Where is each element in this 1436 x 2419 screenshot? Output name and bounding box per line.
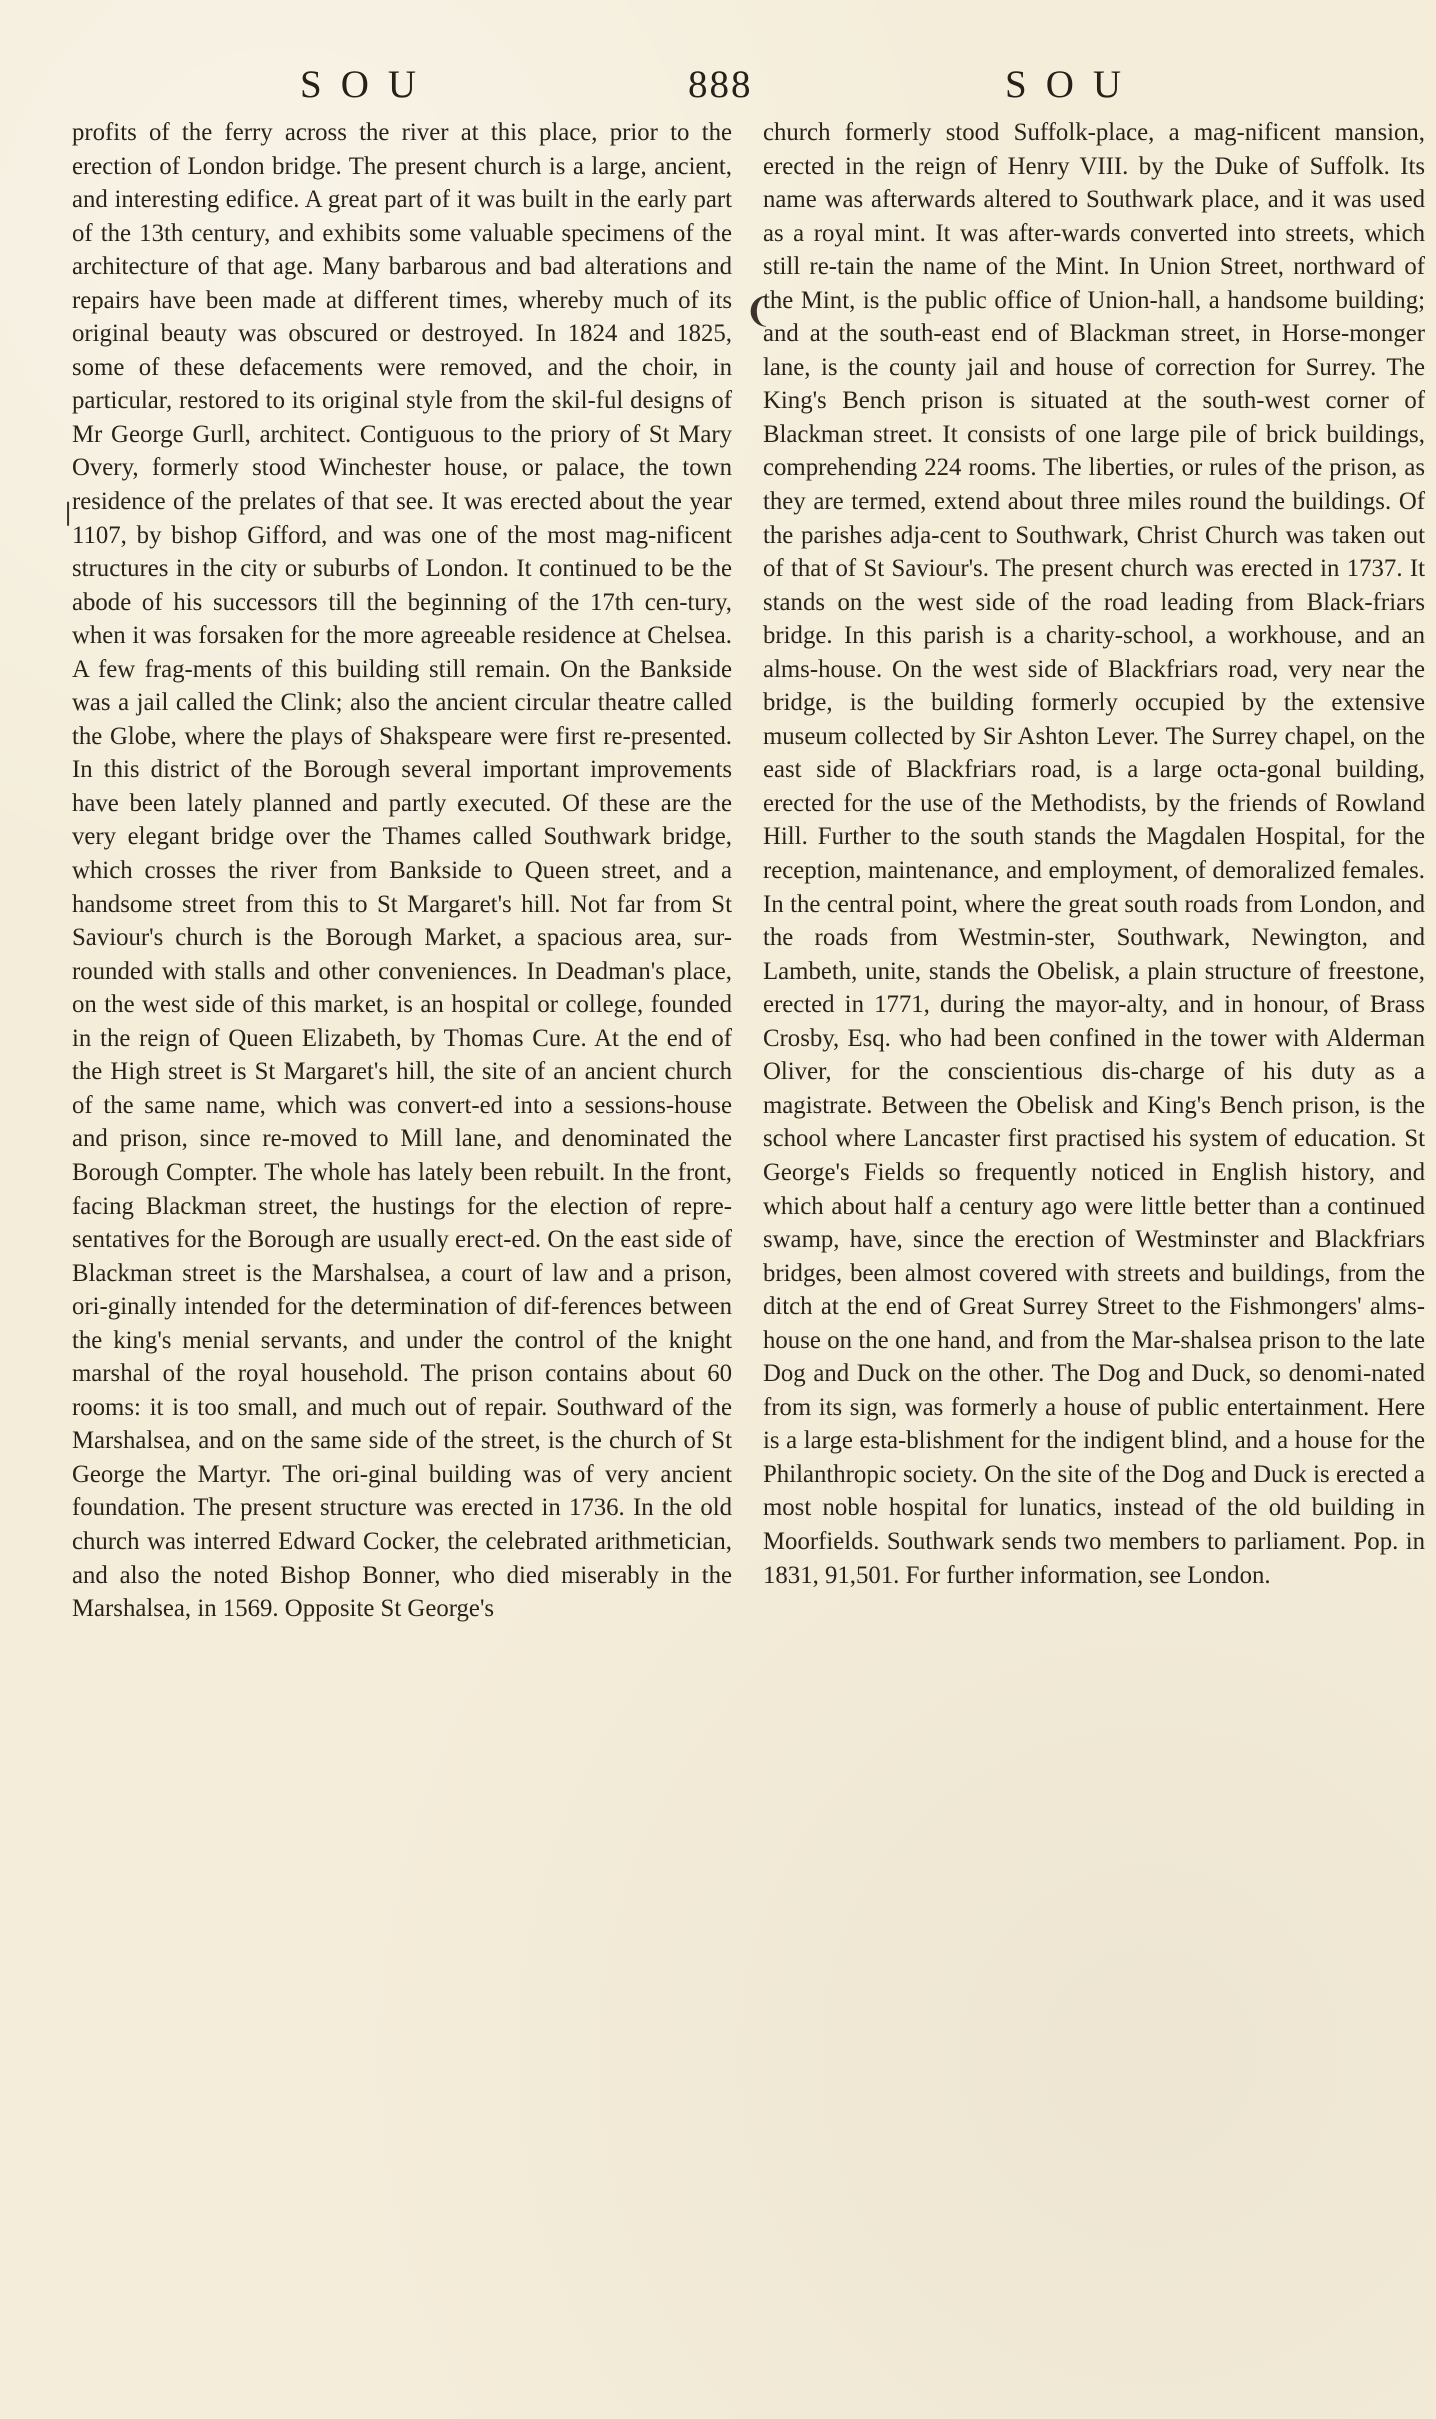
right-column-text: church formerly stood Suffolk-place, a mag-nificent mansion, erected in the reign of Henry VIII. by the Duke of Suffolk. Its name was afterwards altered to Southwark place, and it was used as a royal mint. It was after-wards converted into streets, which still re-tain the name of the Mint. In Union Street, northward of the Mint, is the public office of Union-hall, a handsome building; and at the south-east end of Blackman street, in Horse-monger lane, is the county jail and house of correction for Surrey. The King's Bench prison is situated at the south-west corner of Blackman street. It consists of one large pile of brick buildings, comprehending 224 rooms. The liberties, or rules of the prison, as they are termed, extend about three miles round the buildings. Of the parishes adja-cent to Southwark, Christ Church was taken out of that of St Saviour's. The present church was erected in 1737. It stands on the west side of the road leading from Black-friars bridge. In this parish is a charity-school, a workhouse, and an alms-house. On the west side of Blackfriars road, very near the bridge, is the building formerly occupied by the extensive museum collected by Sir Ashton Lever. The Surrey chapel, on the east side of Blackfriars road, is a large octa-gonal building, erected for the use of the Methodists, by the friends of Rowland Hill. Further to the south stands the Magdalen Hospital, for the reception, maintenance, and employment, of demoralized females. In the central point, where the great south roads from London, and the roads from Westmin-ster, Southwark, Newington, and Lambeth, unite, stands the Obelisk, a plain structure of freestone, erected in 1771, during the mayor-alty, and in honour, of Brass Crosby, Esq. who had been confined in the tower with Alderman Oliver, for the conscientious dis-charge of his duty as a magistrate. Between the Obelisk and King's Bench prison, is the school where Lancaster first practised his system of education. St George's Fields so frequently noticed in English history, and which about half a century ago were little better than a continued swamp, have, since the erection of Westminster and Blackfriars bridges, been almost covered with streets and buildings, from the ditch at the end of Great Surrey Street to the Fishmongers' alms-house on the one hand, and from the Mar-shalsea prison to the late Dog and Duck on the other. The Dog and Duck, so denomi-nated from its sign, was formerly a house of public entertainment. Here is a large esta-blishment for the indigent blind, and a house for the Philanthropic society. On the site of the Dog and Duck is erected a most noble hospital for lunatics, instead of the old building in Moorfields. Southwark sends two members to parliament. Pop. in 1831, 91,501. For further information, see London.: [763, 119, 1425, 1589]
running-head-left: SOU: [300, 63, 436, 106]
page-number: 888: [688, 63, 753, 106]
marginal-ink-mark: ❨: [744, 293, 773, 330]
running-header: [0, 58, 1436, 112]
left-text-column: [72, 116, 732, 2376]
running-head-right: SOU: [1005, 63, 1141, 106]
right-text-column: [763, 116, 1425, 2376]
marginal-ink-mark: ❘: [58, 500, 79, 526]
left-column-text: profits of the ferry across the river at this place, prior to the erection of London bridge. The present church is a large, ancient, and interesting edifice. A great part of it was built in the early part of the 13th century, and exhibits some valuable specimens of the architecture of that age. Many barbarous and bad alterations and repairs have been made at different times, whereby much of its original beauty was obscured or destroyed. In 1824 and 1825, some of these defacements were removed, and the choir, in particular, restored to its original style from the skil-ful designs of Mr George Gurll, architect. Contiguous to the priory of St Mary Overy, formerly stood Winchester house, or palace, the town residence of the prelates of that see. It was erected about the year 1107, by bishop Gifford, and was one of the most mag-nificent structures in the city or suburbs of London. It continued to be the abode of his successors till the beginning of the 17th cen-tury, when it was forsaken for the more agreeable residence at Chelsea. A few frag-ments of this building still remain. On the Bankside was a jail called the Clink; also the ancient circular theatre called the Globe, where the plays of Shakspeare were first re-presented. In this district of the Borough several important improvements have been lately planned and partly executed. Of these are the very elegant bridge over the Thames called Southwark bridge, which crosses the river from Bankside to Queen street, and a handsome street from this to St Margaret's hill. Not far from St Saviour's church is the Borough Market, a spacious area, sur-rounded with stalls and other conveniences. In Deadman's place, on the west side of this market, is an hospital or college, founded in the reign of Queen Elizabeth, by Thomas Cure. At the end of the High street is St Margaret's hill, the site of an ancient church of the same name, which was convert-ed into a sessions-house and prison, since re-moved to Mill lane, and denominated the Borough Compter. The whole has lately been rebuilt. In the front, facing Blackman street, the hustings for the election of repre-sentatives for the Borough are usually erect-ed. On the east side of Blackman street is the Marshalsea, a court of law and a prison, ori-ginally intended for the determination of dif-ferences between the king's menial servants, and under the control of the knight marshal of the royal household. The prison contains about 60 rooms: it is too small, and much out of repair. Southward of the Marshalsea, and on the same side of the street, is the church of St George the Martyr. The ori-ginal building was of very ancient foundation. The present structure was erected in 1736. In the old church was interred Edward Cocker, the celebrated arithmetician, and also the noted Bishop Bonner, who died miserably in the Marshalsea, in 1569. Opposite St George's: [72, 119, 732, 1623]
